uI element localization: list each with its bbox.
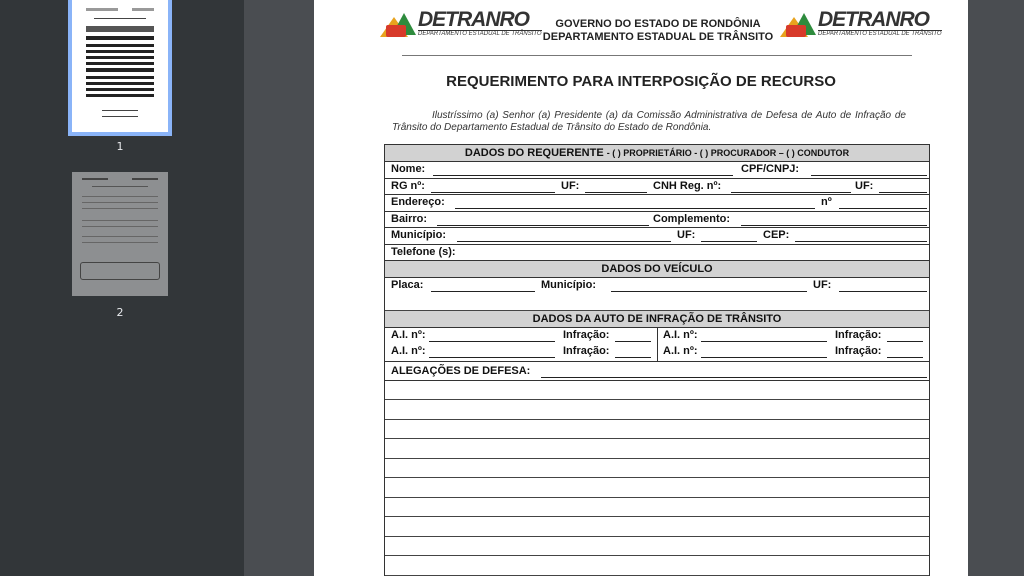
page-1-thumbnail[interactable]: [72, 0, 168, 132]
pdf-page: [314, 0, 968, 576]
page-1-number: 1: [116, 140, 124, 153]
veiculo-spacer: [385, 295, 929, 311]
label-cnh: CNH Reg. nº:: [653, 179, 722, 192]
label-uf-municipio: UF:: [677, 229, 696, 241]
defense-line[interactable]: [385, 537, 929, 557]
defense-line[interactable]: [385, 439, 929, 459]
field-uf-municipio[interactable]: [701, 241, 757, 242]
label-infracao: Infração:: [563, 328, 610, 341]
field-bairro[interactable]: [437, 225, 649, 226]
label-bairro: Bairro:: [391, 212, 428, 225]
document-viewer[interactable]: [244, 0, 1024, 576]
section-title: DADOS DO REQUERENTE: [464, 147, 604, 159]
field-infracao-4[interactable]: [887, 357, 923, 358]
label-rg: RG nº:: [391, 179, 425, 192]
field-complemento[interactable]: [741, 225, 927, 226]
detran-logo-right: [780, 10, 942, 38]
field-municipio[interactable]: [457, 241, 671, 242]
request-form: [384, 144, 930, 576]
field-endereco[interactable]: [455, 208, 815, 209]
requester-type-options: - ( ) PROPRIETÁRIO - ( ) PROCURADOR – ( ) CONDUTOR: [606, 148, 850, 158]
field-nome[interactable]: [433, 175, 733, 176]
logo-wordmark: DETRANRO: [818, 8, 929, 31]
section-requerente-header: [385, 145, 929, 162]
field-numero[interactable]: [839, 208, 927, 209]
field-cpf[interactable]: [811, 175, 927, 176]
row-endereco: [385, 195, 929, 212]
label-veiculo-municipio: Município:: [541, 279, 596, 291]
field-ai-2[interactable]: [701, 341, 827, 342]
defense-line[interactable]: [385, 517, 929, 537]
section-auto-header: DADOS DA AUTO DE INFRAÇÃO DE TRÂNSITO: [385, 311, 929, 328]
label-cpf: CPF/CNPJ:: [741, 163, 800, 175]
label-infracao: Infração:: [563, 345, 610, 357]
row-municipio: [385, 228, 929, 245]
field-infracao-3[interactable]: [615, 357, 651, 358]
field-infracao-1[interactable]: [615, 341, 651, 342]
gov-line-1: GOVERNO DO ESTADO DE RONDÔNIA: [555, 18, 761, 30]
defense-line[interactable]: [385, 420, 929, 440]
row-bairro: [385, 212, 929, 229]
label-uf-cnh: UF:: [855, 179, 874, 192]
row-nome: [385, 162, 929, 179]
field-ai-4[interactable]: [701, 357, 827, 358]
gov-line-2: DEPARTAMENTO ESTADUAL DE TRÂNSITO: [542, 31, 774, 43]
label-infracao: Infração:: [835, 345, 882, 357]
defense-line[interactable]: [385, 478, 929, 498]
label-ai: A.I. nº:: [663, 345, 698, 357]
field-rg[interactable]: [431, 192, 555, 193]
label-numero: nº: [821, 196, 832, 208]
label-infracao: Infração:: [835, 328, 882, 341]
field-cnh[interactable]: [731, 192, 851, 193]
row-telefone: [385, 245, 929, 262]
label-veiculo-uf: UF:: [813, 279, 832, 291]
ai-row-2: [385, 344, 929, 361]
document-title: REQUERIMENTO PARA INTERPOSIÇÃO DE RECURSO: [446, 73, 836, 90]
label-ai: A.I. nº:: [391, 345, 426, 357]
field-ai-3[interactable]: [429, 357, 555, 358]
detran-logo-icon: [780, 11, 820, 37]
logo-subtitle: DEPARTAMENTO ESTADUAL DE TRÂNSITO: [418, 31, 542, 37]
label-alegacoes: ALEGAÇÕES DE DEFESA:: [391, 364, 531, 377]
logo-wordmark: DETRANRO: [418, 8, 529, 31]
field-placa[interactable]: [431, 291, 535, 292]
row-rg: [385, 179, 929, 196]
defense-line[interactable]: [385, 400, 929, 420]
row-alegacoes: [385, 362, 929, 381]
logo-subtitle: DEPARTAMENTO ESTADUAL DE TRÂNSITO: [818, 31, 942, 37]
section-veiculo-header: DADOS DO VEÍCULO: [385, 261, 929, 278]
label-ai: A.I. nº:: [391, 328, 426, 341]
defense-line[interactable]: [385, 498, 929, 518]
header-divider: [402, 55, 912, 56]
label-nome: Nome:: [391, 163, 426, 175]
defense-line[interactable]: [385, 556, 929, 576]
field-infracao-2[interactable]: [887, 341, 923, 342]
thumbnail-sidebar: [0, 0, 244, 576]
field-veiculo-uf[interactable]: [839, 291, 927, 292]
field-uf[interactable]: [585, 192, 647, 193]
defense-line[interactable]: [385, 459, 929, 479]
field-uf-cnh[interactable]: [879, 192, 927, 193]
label-cep: CEP:: [763, 229, 790, 241]
label-municipio: Município:: [391, 229, 446, 241]
page-2-number: 2: [116, 306, 124, 319]
field-veiculo-municipio[interactable]: [611, 291, 807, 292]
label-endereco: Endereço:: [391, 196, 445, 208]
label-uf: UF:: [561, 179, 580, 192]
field-cep[interactable]: [795, 241, 927, 242]
ai-row-1: [385, 328, 929, 345]
row-placa: [385, 278, 929, 295]
page-2-thumbnail[interactable]: [72, 172, 168, 296]
label-complemento: Complemento:: [653, 212, 730, 225]
intro-paragraph: Ilustríssimo (a) Senhor (a) Presidente (a) da Comissão Administrativa de Defesa de Auto de Infração de Trânsito do Departamento Estadual de Trânsito do Estado de Rondônia.: [392, 110, 906, 133]
label-telefone: Telefone (s):: [391, 245, 456, 258]
label-ai: A.I. nº:: [663, 328, 698, 341]
field-alegacoes[interactable]: [541, 377, 927, 378]
detran-logo-icon: [380, 11, 420, 37]
government-header: [540, 18, 776, 44]
label-placa: Placa:: [391, 279, 424, 291]
detran-logo-left: [380, 10, 542, 38]
field-ai-1[interactable]: [429, 341, 555, 342]
defense-line[interactable]: [385, 381, 929, 401]
ai-table: [385, 328, 929, 362]
